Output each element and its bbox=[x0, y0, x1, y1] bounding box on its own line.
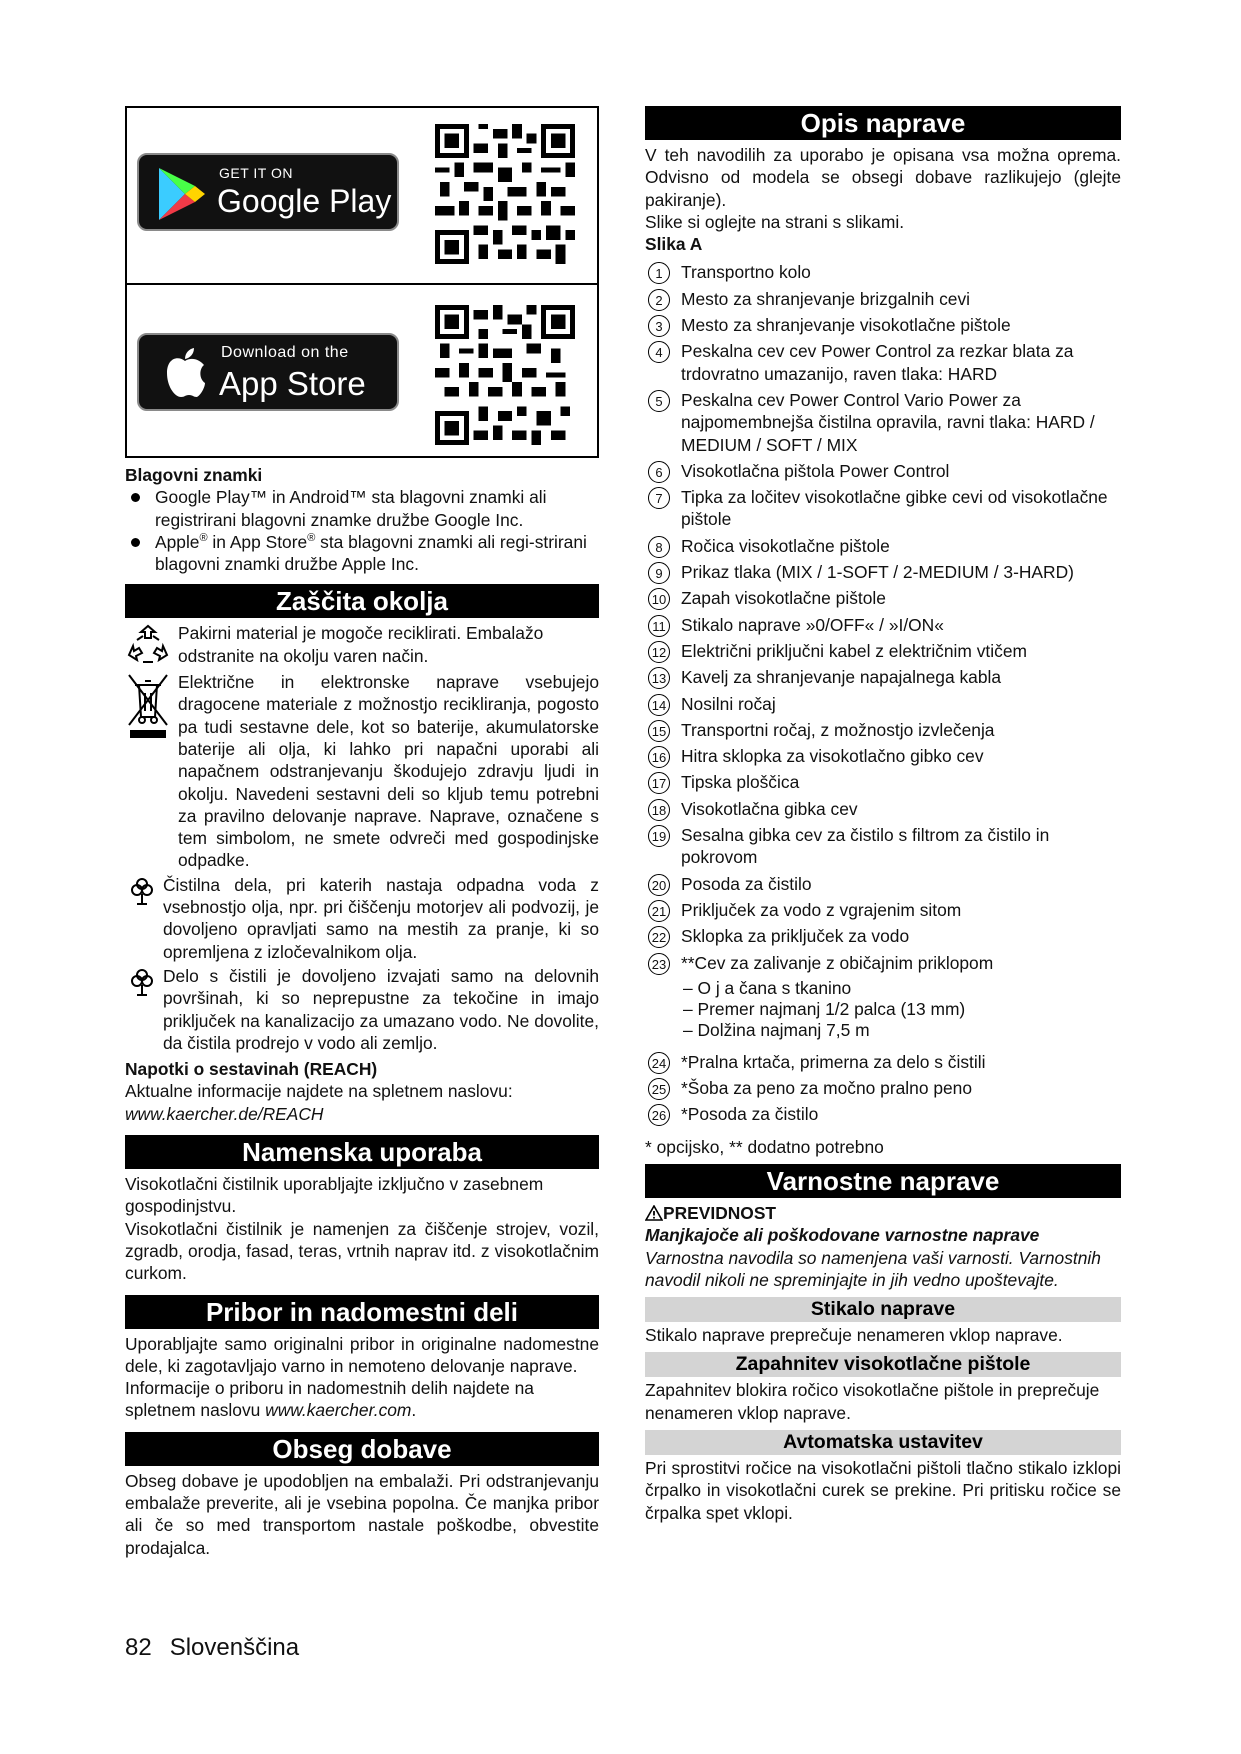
parts-list-item bbox=[645, 640, 1121, 662]
part-label: Sesalna gibka cev za čistilo s filtrom za čistilo in pokrovom bbox=[681, 825, 1050, 868]
part-number-badge: 8 bbox=[648, 536, 670, 558]
env-packaging-paragraph bbox=[125, 622, 599, 667]
part-number-badge: 19 bbox=[648, 825, 670, 847]
trademark-item-apple bbox=[125, 531, 599, 576]
part-number-badge: 3 bbox=[648, 315, 670, 337]
parts-list-item bbox=[645, 587, 1121, 609]
subheader-device-switch: Stikalo naprave bbox=[645, 1297, 1121, 1322]
parts-list-item bbox=[645, 771, 1121, 793]
part-label: Električni priključni kabel z električnim vtičem bbox=[681, 640, 1027, 661]
environment-icon bbox=[127, 967, 157, 997]
subheader-auto-stop: Avtomatska ustavitev bbox=[645, 1430, 1121, 1455]
reach-title: Napotki o sestavinah (REACH) bbox=[125, 1059, 378, 1080]
env-packaging-text: Pakirni material je mogoče reciklirati. Embalažo odstranite na okolju varen način. bbox=[178, 623, 544, 666]
part-number-badge: 16 bbox=[648, 746, 670, 768]
section-header-safety-devices: Varnostne naprave bbox=[645, 1164, 1121, 1198]
part-number-badge: 12 bbox=[648, 641, 670, 663]
parts-list-item bbox=[645, 288, 1121, 310]
acc-p2-text: Informacije o priboru in nadomestnih delih najdete na spletnem naslovu bbox=[125, 1378, 534, 1421]
caution-text: Varnostna navodila so namenjena vaši varnosti. Varnostnih navodil nikoli ne spreminjajte in jih vedno upoštevajte. bbox=[645, 1247, 1101, 1290]
left-column bbox=[125, 106, 599, 1559]
apple-icon bbox=[163, 347, 207, 399]
part-number-badge: 18 bbox=[648, 799, 670, 821]
warning-triangle-icon bbox=[645, 1205, 663, 1221]
parts-list-item bbox=[645, 535, 1121, 557]
env-oil-text: Čistilna dela, pri katerih nastaja odpadna voda z vsebnostjo olja, npr. pri čiščenju motorjev ali podvozij, je dovoljeno opravljati samo na mestih za pranje, ki so opremljena z izločevalnikom olja. bbox=[163, 874, 599, 962]
part-number-badge: 17 bbox=[648, 772, 670, 794]
parts-list-item bbox=[645, 1103, 1121, 1125]
part-label: Transportno kolo bbox=[681, 262, 811, 283]
scope-paragraph: Obseg dobave je upodobljen na embalaži. Pri odstranjevanju embalaže preverite, ali je vsebina popolna. Če manjka pribor ali če so med transportom nastale poškodbe, obvestite prodajalca. bbox=[125, 1470, 599, 1558]
trademark-item-google: Google Play™ in Android™ sta blagovni znamki ali registrirani blagovni znamke družbe Google Inc. bbox=[125, 486, 599, 531]
acc-paragraph-2 bbox=[125, 1377, 599, 1422]
part-number-badge: 23 bbox=[648, 953, 670, 975]
parts-list-item bbox=[645, 719, 1121, 741]
google-play-badge[interactable] bbox=[137, 153, 399, 231]
parts-footnote: * opcijsko, ** dodatno potrebno bbox=[645, 1136, 884, 1157]
page-footer bbox=[125, 1634, 299, 1662]
parts-list-item bbox=[645, 460, 1121, 482]
subheader-gun-lock: Zapahnitev visokotlačne pištole bbox=[645, 1352, 1121, 1377]
part-number-badge: 9 bbox=[648, 562, 670, 584]
part-number-badge: 1 bbox=[648, 262, 670, 284]
parts-list-item bbox=[645, 614, 1121, 636]
desc-intro-2: Slike si oglejte na strani s slikami. bbox=[645, 211, 905, 232]
parts-list-item bbox=[645, 899, 1121, 921]
part-number-badge: 21 bbox=[648, 900, 670, 922]
part-number-badge: 24 bbox=[648, 1052, 670, 1074]
part-label: Zapah visokotlačne pištole bbox=[681, 588, 886, 609]
section-header-environment: Zaščita okolja bbox=[125, 584, 599, 618]
part-number-badge: 15 bbox=[648, 720, 670, 742]
part-label: *Pralna krtača, primerna za delo s čistili bbox=[681, 1051, 986, 1072]
parts-list-item bbox=[645, 925, 1121, 947]
part-number-badge: 26 bbox=[648, 1104, 670, 1126]
use-paragraph-1: Visokotlačni čistilnik uporabljajte izključno v zasebnem gospodinjstvu. bbox=[125, 1174, 544, 1217]
figure-label: Slika A bbox=[645, 234, 703, 255]
part-label: Transportni ročaj, z možnostjo izvlečenja bbox=[681, 719, 995, 740]
part-label: **Cev za zalivanje z običajnim priklopom bbox=[681, 952, 994, 973]
part-label: Tipska ploščica bbox=[681, 772, 800, 793]
recycling-icon bbox=[127, 624, 169, 666]
use-paragraph-2: Visokotlačni čistilnik je namenjen za čiščenje strojev, vozil, zgradb, orodja, fasad, teras, vrtnih naprav itd. z visokotlačnim curkom. bbox=[125, 1218, 599, 1284]
part-number-badge: 14 bbox=[648, 694, 670, 716]
parts-list bbox=[645, 261, 1121, 973]
parts-list-item bbox=[645, 798, 1121, 820]
parts-list-item bbox=[645, 1051, 1121, 1073]
parts-list-item bbox=[645, 389, 1121, 456]
section-header-accessories: Pribor in nadomestni deli bbox=[125, 1295, 599, 1329]
device-switch-text: Stikalo naprave preprečuje nenameren vklop naprave. bbox=[645, 1325, 1063, 1346]
acc-paragraph-1: Uporabljajte samo originalni pribor in originalne nadomestne dele, ki zagotavljajo varno in nemoteno delovanje naprave. bbox=[125, 1333, 599, 1376]
part-label: Hitra sklopka za visokotlačno gibko cev bbox=[681, 746, 984, 767]
part-label: Mesto za shranjevanje brizgalnih cevi bbox=[681, 288, 971, 309]
parts-list-item bbox=[645, 486, 1121, 531]
google-play-big-text: Google Play bbox=[217, 183, 392, 219]
caution-subtitle: Manjkajoče ali poškodovane varnostne naprave bbox=[645, 1225, 1040, 1246]
part-number-badge: 25 bbox=[648, 1078, 670, 1100]
env-electronics-text: Električne in elektronske naprave vsebujejo dragocene materiale z možnostjo recikliranja, pogosto pa tudi sestavne dele, kot so baterije, akumulatorske baterije ali olja, ki lahko pri napačni uporabi ali napačnem odstranjevanju škodujejo zdravju ljudi in okolju. Navedeni sestavni deli so kljub temu potrebni za pravilno delovanje naprave. Naprave, označene s tem simbolom, ne smete odvreči med gospodinjske odpadke. bbox=[178, 672, 599, 871]
app-store-row bbox=[127, 283, 597, 460]
env-oil-paragraph bbox=[125, 874, 599, 963]
hose-requirement-item: – Premer najmanj 1/2 palca (13 mm) bbox=[683, 998, 966, 1019]
app-store-big-text: App Store bbox=[219, 365, 366, 402]
trademarks-title: Blagovni znamki bbox=[125, 465, 263, 485]
desc-intro-1: V teh navodilih za uporabo je opisana vsa možna oprema. Odvisno od modela se obsegi dobave razlikujejo (glejte pakiranje). bbox=[645, 145, 1121, 210]
part-label: Mesto za shranjevanje visokotlačne pištole bbox=[681, 315, 1011, 336]
gun-lock-text: Zapahnitev blokira ročico visokotlačne pištole in preprečuje nenameren vklop naprave. bbox=[645, 1380, 1100, 1423]
part-number-badge: 20 bbox=[648, 874, 670, 896]
part-label: *Posoda za čistilo bbox=[681, 1104, 819, 1125]
reg-mark: ® bbox=[307, 532, 316, 545]
section-header-scope: Obseg dobave bbox=[125, 1432, 599, 1466]
section-header-intended-use: Namenska uporaba bbox=[125, 1135, 599, 1169]
part-number-badge: 13 bbox=[648, 667, 670, 689]
env-cleaner-text: Delo s čistili je dovoljeno izvajati samo na delovnih površinah, ki so neprepustne za tekočine in imajo priključek na kanalizacijo za umazano vodo. Ne dovolite, da čistila prodrejo v vodo ali zemljo. bbox=[163, 965, 599, 1053]
auto-stop-text: Pri sprostitvi ročice na visokotlačni pištoli tlačno stikalo izklopi črpalko in visokotlačni curek se prekine. Pri pritisku ročice se črpalka spet vklopi. bbox=[645, 1458, 1121, 1523]
env-cleaner-paragraph bbox=[125, 965, 599, 1054]
part-label: Nosilni ročaj bbox=[681, 693, 776, 714]
acc-p2-end: . bbox=[411, 1400, 417, 1421]
google-play-row bbox=[127, 108, 597, 283]
parts-list-item bbox=[645, 952, 1121, 974]
part-label: Prikaz tlaka (MIX / 1-SOFT / 2-MEDIUM / 3-HARD) bbox=[681, 562, 1074, 583]
app-store-box bbox=[125, 106, 599, 458]
part-number-badge: 22 bbox=[648, 926, 670, 948]
parts-list-item bbox=[645, 824, 1121, 869]
part-label: Sklopka za priključek za vodo bbox=[681, 926, 910, 947]
part-number-badge: 6 bbox=[648, 461, 670, 483]
hose-requirements-list bbox=[645, 978, 1121, 1041]
footer-language: Slovenščina bbox=[169, 1634, 300, 1661]
parts-list-item bbox=[645, 666, 1121, 688]
google-play-small-text: GET IT ON bbox=[219, 165, 293, 181]
apple-tm-a: Apple bbox=[155, 531, 200, 552]
parts-list-item bbox=[645, 1077, 1121, 1099]
app-store-qr-code bbox=[435, 305, 575, 445]
apple-tm-c: sta blagovni znamki ali regi-strirani blagovni znamki družbe Apple Inc. bbox=[155, 531, 587, 575]
part-number-badge: 5 bbox=[648, 390, 670, 412]
google-play-icon bbox=[153, 164, 209, 224]
parts-list-item bbox=[645, 745, 1121, 767]
apple-tm-b: in App Store bbox=[207, 531, 308, 552]
part-label: Posoda za čistilo bbox=[681, 873, 812, 894]
part-label: Ročica visokotlačne pištole bbox=[681, 535, 890, 556]
parts-list-item bbox=[645, 693, 1121, 715]
caution-label: PREVIDNOST bbox=[663, 1202, 777, 1223]
crossed-bin-icon bbox=[127, 673, 169, 739]
part-label: Tipka za ločitev visokotlačne gibke cevi od visokotlačne pištole bbox=[681, 487, 1108, 530]
hose-requirement-item: – Dolžina najmanj 7,5 m bbox=[683, 1019, 870, 1040]
part-label: Kavelj za shranjevanje napajalnega kabla bbox=[681, 667, 1002, 688]
part-number-badge: 10 bbox=[648, 588, 670, 610]
hose-requirement-item: – O j a čana s tkanino bbox=[683, 977, 852, 998]
part-number-badge: 7 bbox=[648, 487, 670, 509]
parts-list-item bbox=[645, 314, 1121, 336]
parts-list-optional bbox=[645, 1051, 1121, 1126]
app-store-small-text: Download on the bbox=[221, 344, 349, 361]
page-number: 82 bbox=[125, 1634, 152, 1661]
part-label: Stikalo naprave »0/OFF« / »I/ON« bbox=[681, 614, 944, 635]
part-label: Peskalna cev Power Control Vario Power za najpomembnejša čistilna opravila, ravni tlaka: HARD / MEDIUM / SOFT / MIX bbox=[681, 389, 1095, 455]
part-label: *Šoba za peno za močno pralno peno bbox=[681, 1078, 973, 1099]
parts-list-item bbox=[645, 340, 1121, 385]
google-play-qr-code bbox=[435, 124, 575, 264]
env-electronics-paragraph bbox=[125, 671, 599, 872]
part-number-badge: 4 bbox=[648, 341, 670, 363]
part-number-badge: 2 bbox=[648, 289, 670, 311]
caution-heading bbox=[645, 1202, 1121, 1224]
parts-list-item bbox=[645, 561, 1121, 583]
kaercher-url-link[interactable]: www.kaercher.com bbox=[265, 1400, 412, 1421]
reach-url-link[interactable]: www.kaercher.de/REACH bbox=[125, 1103, 324, 1124]
section-header-description: Opis naprave bbox=[645, 106, 1121, 140]
part-number-badge: 11 bbox=[648, 615, 670, 637]
part-label: Priključek za vodo z vgrajenim sitom bbox=[681, 899, 962, 920]
part-label: Peskalna cev cev Power Control za rezkar blata za trdovratno umazanijo, raven tlaka: HARD bbox=[681, 341, 1074, 384]
part-label: Visokotlačna gibka cev bbox=[681, 798, 858, 819]
parts-list-item bbox=[645, 873, 1121, 895]
reach-text: Aktualne informacije najdete na spletnem naslovu: bbox=[125, 1081, 513, 1102]
reg-mark: ® bbox=[199, 532, 208, 545]
part-label: Visokotlačna pištola Power Control bbox=[681, 460, 950, 481]
right-column bbox=[645, 106, 1121, 1524]
parts-list-item bbox=[645, 261, 1121, 283]
environment-icon bbox=[127, 876, 157, 906]
app-store-badge[interactable] bbox=[137, 333, 399, 411]
